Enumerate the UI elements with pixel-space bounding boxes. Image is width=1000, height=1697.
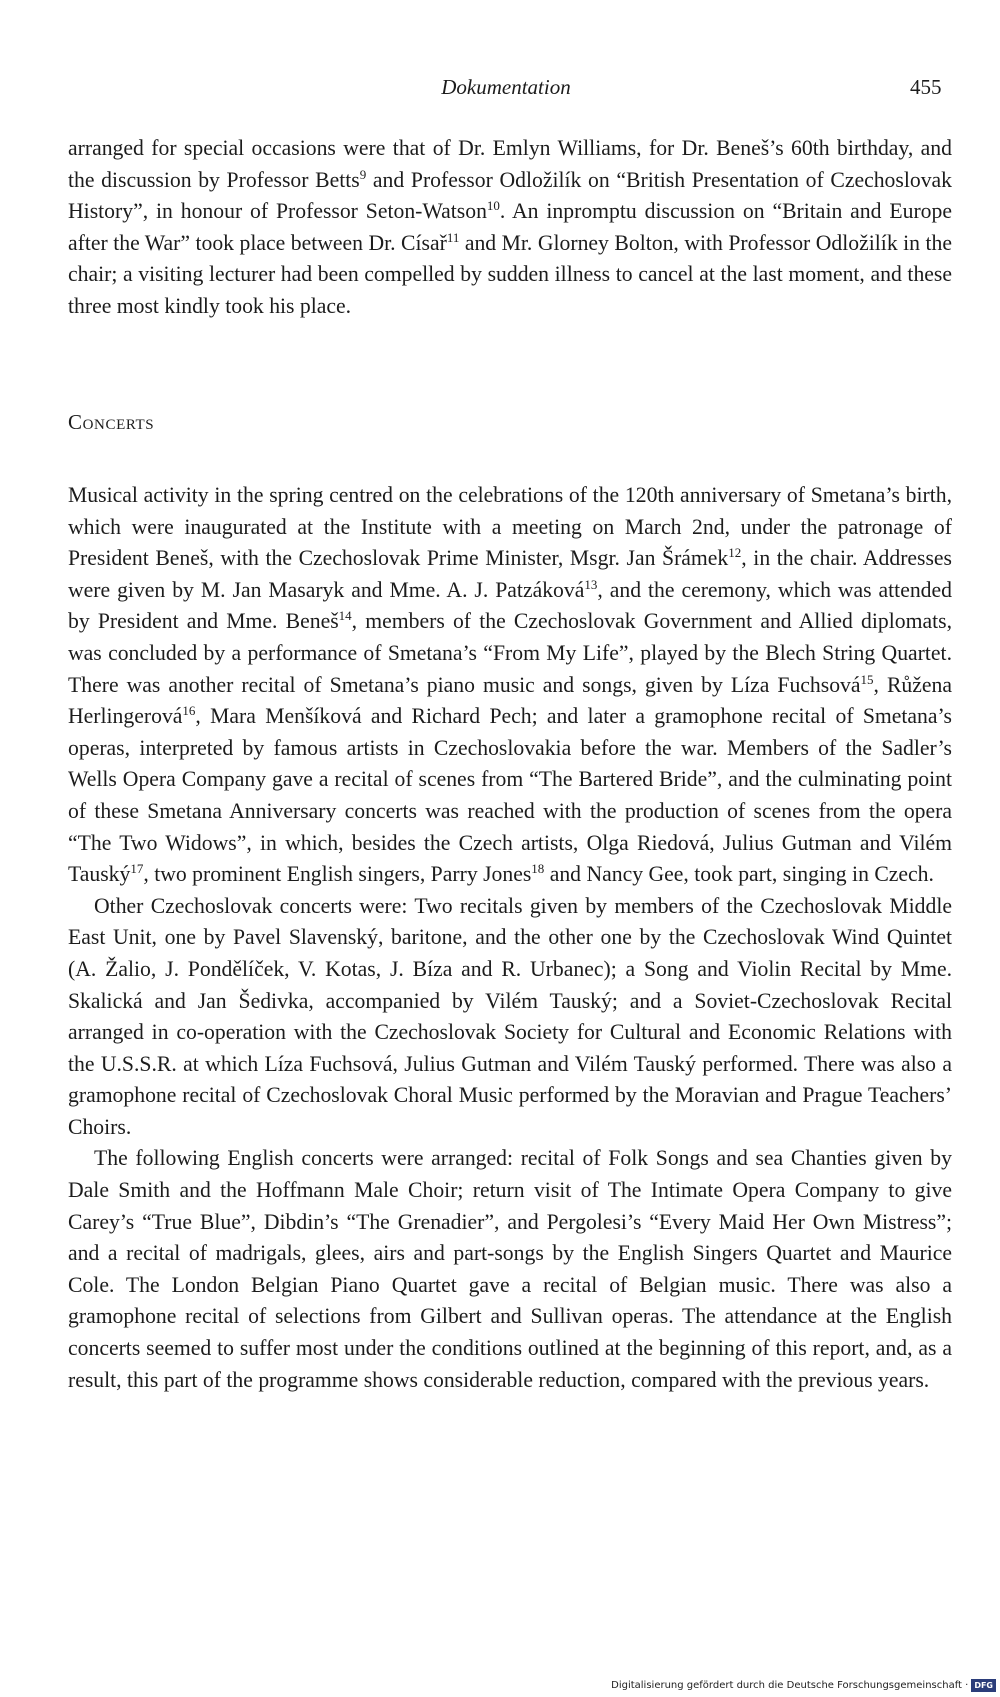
text-run: , and the ceremony, which was attended by President and Mme. Beneš	[68, 577, 952, 634]
footnote-marker: 10	[486, 198, 500, 214]
footnote-marker: 18	[531, 861, 545, 877]
text-run: arranged for special occasions were that of Dr. Emlyn Williams, for Dr. Beneš’s 60th birthday, and the discussion by Professor Betts	[68, 136, 952, 192]
footnote-marker: 17	[130, 861, 144, 877]
text-run: , two prominent English singers, Parry Jones	[143, 862, 532, 887]
paragraph	[68, 133, 952, 323]
text-run: and Mr. Glorney Bolton, with Professor Odložilík in the chair; a visiting lecturer had been compelled by sudden illness to cancel at the last moment, and these three most kindly took his place.	[68, 230, 953, 318]
page-number: 455	[910, 75, 942, 99]
text-run: . An inpromptu discussion on “Britain and Europe after the War” took place between Dr. Císař	[68, 199, 952, 255]
footnote-marker: 13	[584, 576, 598, 592]
paragraph	[68, 891, 952, 1144]
footer-text: Digitalisierung gefördert durch die Deutsche Forschungsgemeinschaft ·	[611, 1680, 969, 1691]
body-text-top	[68, 133, 952, 323]
text-run: Other Czechoslovak concerts were: Two recitals given by members of the Czechoslovak Middle East Unit, one by Pavel Slavenský, baritone, and the other one by the Czechoslovak Wind Quintet (A. Žalio, J. Pondělíček, V. Kotas, J. Bíza and R. Urbanec); a Song and Violin Recital by Mme. Skalická and Jan Šedivka, accompanied by Vilém Tauský; and a Soviet-Czechoslovak Recital arranged in co-operation with the Czechoslovak Society for Cultural and Economic Relations with the U.S.S.R. at which Líza Fuchsová, Julius Gutman and Vilém Tauský performed. There was also a gramophone recital of Czechoslovak Choral Music performed by the Moravian and Prague Teachers’ Choirs.	[68, 893, 952, 1139]
paragraph	[68, 480, 952, 891]
text-run: , members of the Czechoslovak Government and Allied diplomats, was concluded by a performance of Smetana’s “From My Life”, played by the Blech String Quartet. There was another recital of Smetana’s piano music and songs, given by Líza Fuchsová	[68, 609, 952, 697]
running-header	[0, 72, 1000, 102]
section-heading-concerts: Concerts	[68, 410, 155, 434]
digitization-footer	[611, 1679, 996, 1692]
text-run: , in the chair. Addresses were given by M. Jan Masaryk and Mme. A. J. Patzáková	[68, 546, 952, 602]
footnote-marker: 15	[860, 671, 874, 687]
footnote-marker: 12	[728, 545, 742, 561]
paragraph	[68, 1143, 952, 1396]
text-run: Musical activity in the spring centred on the celebrations of the 120th anniversary of Smetana’s birth, which were inaugurated at the Institute with a meeting on March 2nd, under the patronage of President Beneš, with the Czechoslovak Prime Minister, Msgr. Jan Šrámek	[68, 483, 952, 571]
running-title: Dokumentation	[441, 75, 571, 99]
footnote-marker: 11	[446, 229, 460, 245]
text-run: and Nancy Gee, took part, singing in Czech.	[544, 862, 934, 887]
text-run: , Mara Menšíková and Richard Pech; and later a gramophone recital of Smetana’s operas, interpreted by famous artists in Czechoslovakia before the war. Members of the Sadler’s Wells Opera Company gave a recital of scenes from “The Bartered Bride”, and the culminating point of these Smetana Anniversary concerts was reached with the production of scenes from the opera “The Two Widows”, in which, besides the Czech artists, Olga Riedová, Julius Gutman and Vilém Tauský	[68, 704, 952, 887]
text-run: The following English concerts were arranged: recital of Folk Songs and sea Chanties given by Dale Smith and the Hoffmann Male Choir; return visit of The Intimate Opera Company to give Carey’s “True Blue”, Dibdin’s “The Grenadier”, and Pergolesi’s “Every Maid Her Own Mistress”; and a recital of madrigals, glees, airs and part-songs by the English Singers Quartet and Maurice Cole. The London Belgian Piano Quartet gave a recital of Belgian music. There was also a gramophone recital of selections from Gilbert and Sullivan operas. The attendance at the English concerts seemed to suffer most under the conditions outlined at the beginning of this report, and, as a result, this part of the programme shows considerable reduction, compared with the previous years.	[68, 1146, 952, 1392]
footnote-marker: 16	[182, 703, 196, 719]
text-run: and Professor Odložilík on “British Presentation of Czechoslovak History”, in honour of Professor Seton-Watson	[68, 167, 953, 224]
footnote-marker: 14	[338, 608, 352, 624]
dfg-logo: DFG	[971, 1679, 996, 1692]
text-run: , Růžena Herlingerová	[68, 672, 952, 729]
body-text-concerts	[68, 480, 952, 1396]
footnote-marker: 9	[359, 166, 367, 182]
